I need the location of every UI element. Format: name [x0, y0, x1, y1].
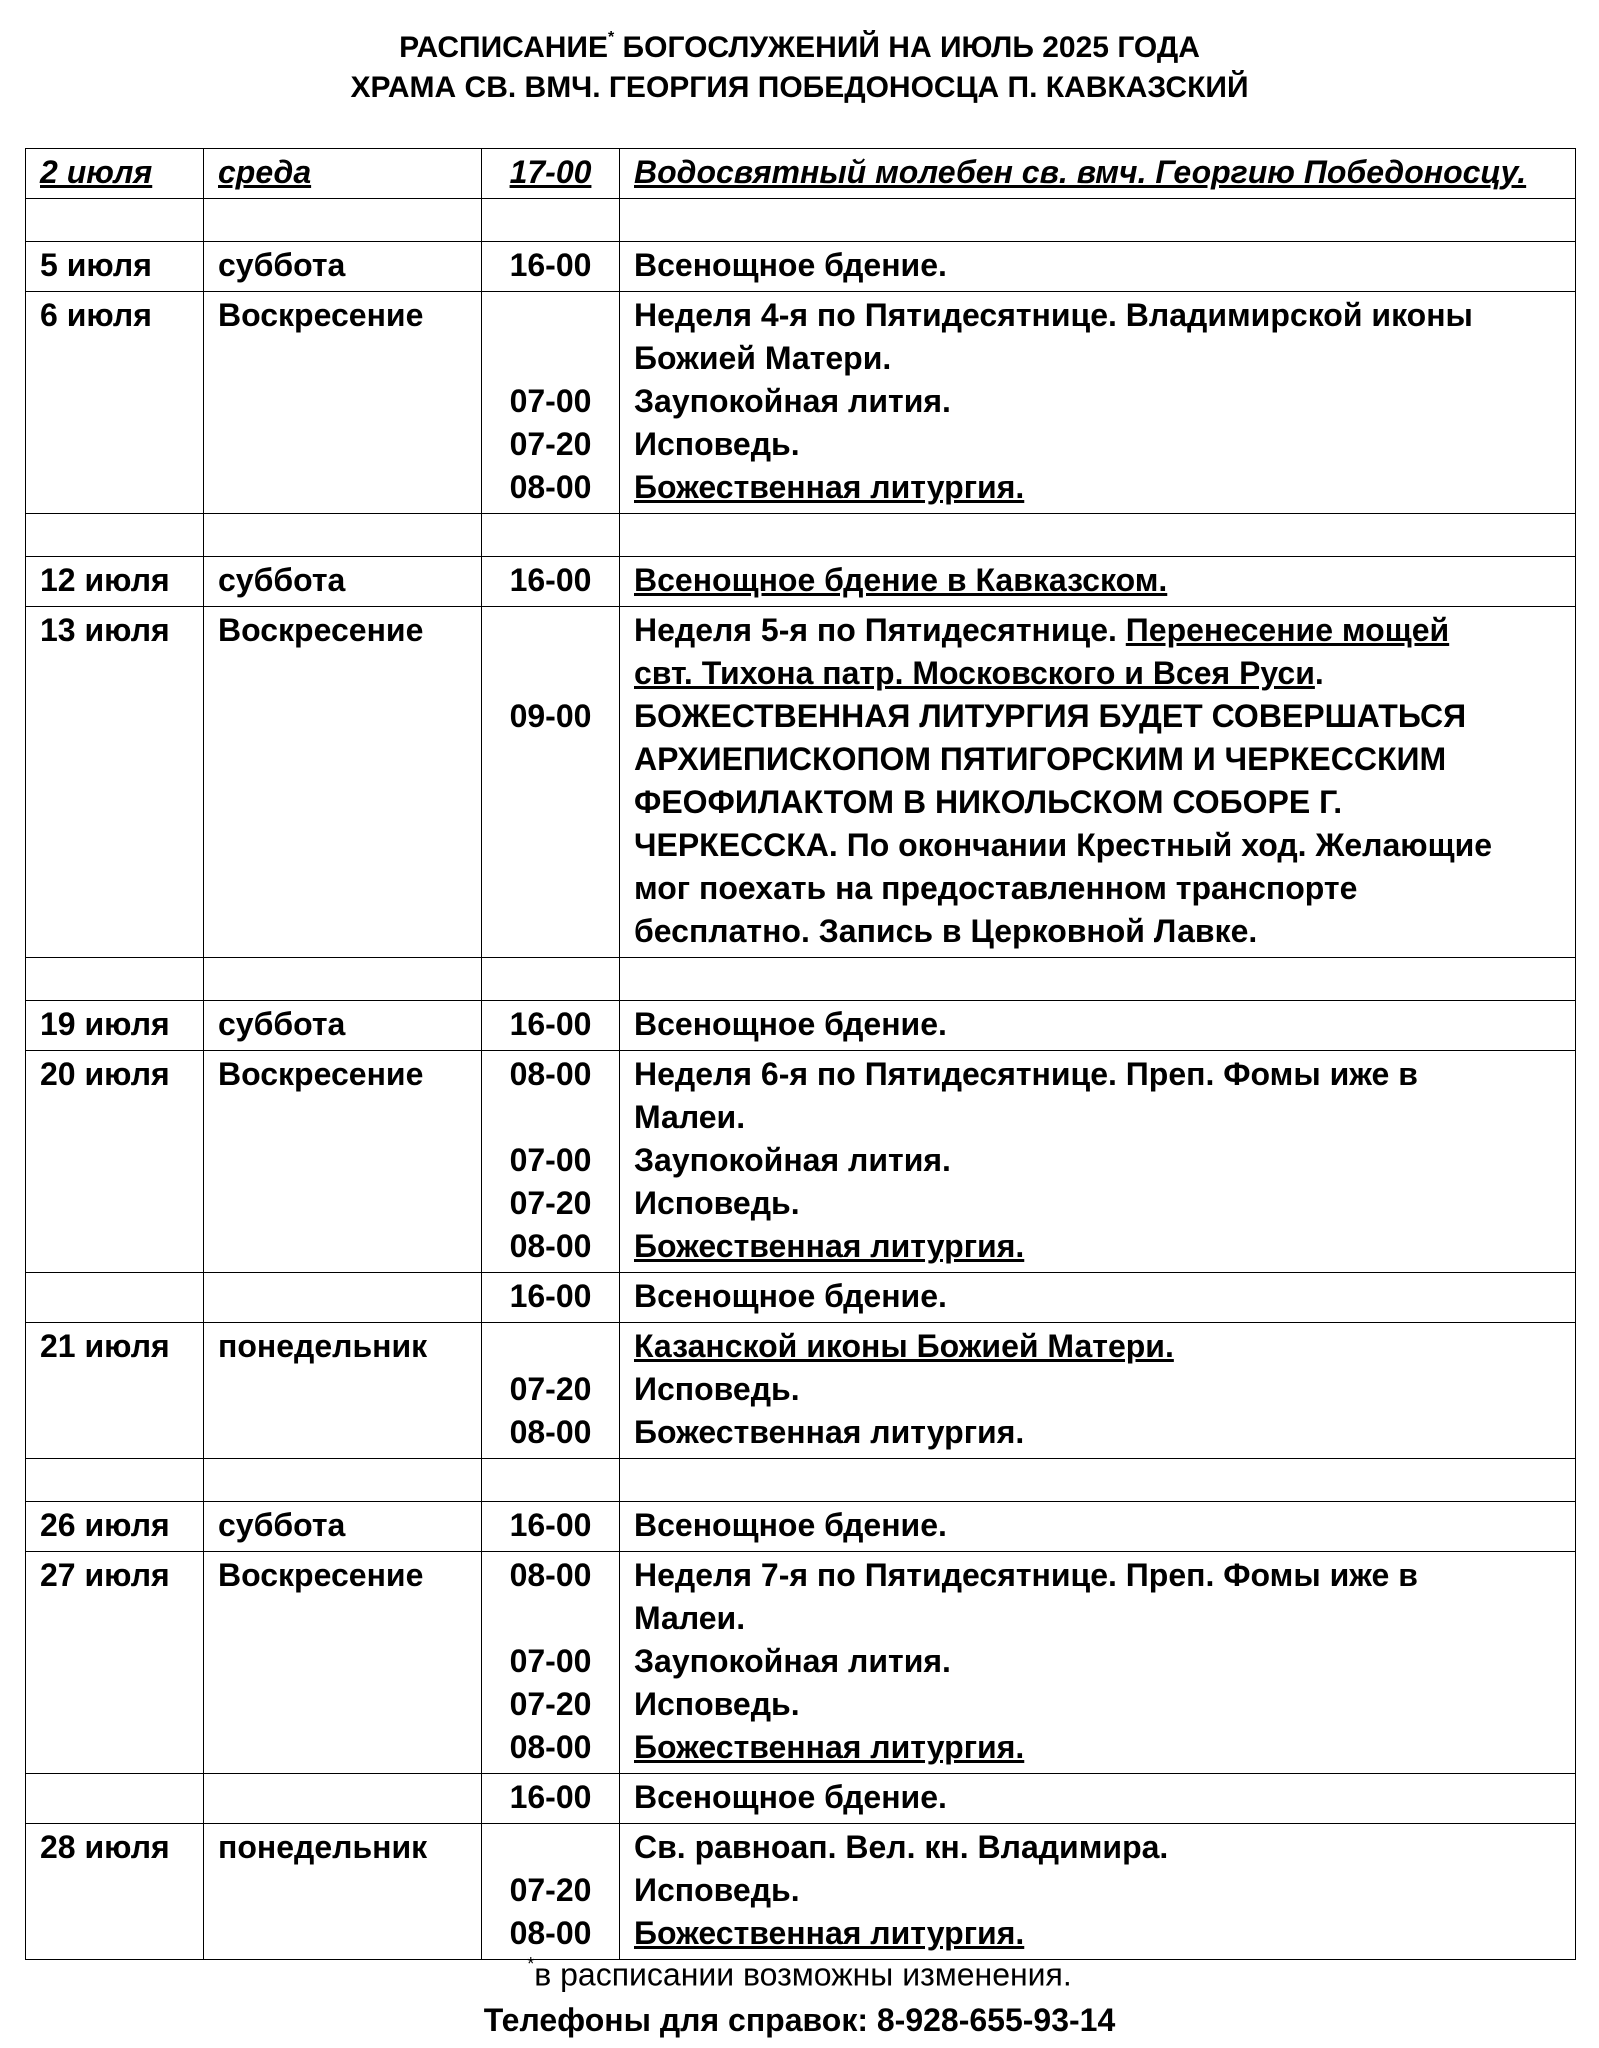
- blank-row: [26, 514, 1576, 557]
- time-text: 07-20: [509, 1371, 592, 1407]
- time-text: 07-00: [509, 1643, 592, 1679]
- event-text: Исповедь.: [634, 1686, 800, 1722]
- day-cell: Воскресение: [204, 1552, 482, 1774]
- event-cell: [620, 1051, 1576, 1273]
- time-cell: 16-00: [482, 1001, 620, 1051]
- time-text: 07-00: [509, 1142, 592, 1178]
- date-cell: 13 июля: [26, 607, 204, 958]
- time-text: 07-20: [509, 1185, 592, 1221]
- event-text: Неделя 4-я по Пятидесятнице. Владимирской иконы: [634, 297, 1473, 333]
- time-cell: 16-00: [482, 242, 620, 292]
- event-text: Исповедь.: [634, 426, 800, 462]
- time-cell: [482, 1323, 620, 1459]
- event-text: ФЕОФИЛАКТОМ В НИКОЛЬСКОМ СОБОРЕ Г.: [634, 784, 1343, 820]
- table-row: [26, 1273, 1576, 1323]
- blank-cell: [204, 514, 482, 557]
- event-cell: [620, 1552, 1576, 1774]
- event-text: Заупокойная лития.: [634, 1643, 951, 1679]
- event-text: Неделя 5-я по Пятидесятнице.: [634, 612, 1126, 648]
- event-text: Исповедь.: [634, 1185, 800, 1221]
- date-cell: 28 июля: [26, 1824, 204, 1960]
- event-text: Божественная литургия.: [634, 1228, 1025, 1264]
- day-cell: понедельник: [204, 1323, 482, 1459]
- event-text: Неделя 6-я по Пятидесятнице. Преп. Фомы иже в: [634, 1056, 1418, 1092]
- contact-phone: Телефоны для справок: 8-928-655-93-14: [483, 2002, 1116, 2038]
- blank-cell: [26, 1459, 204, 1502]
- time-text: 08-00: [509, 1729, 592, 1765]
- event-text: мог поехать на предоставленном транспорте: [634, 870, 1358, 906]
- event-text: .: [1314, 655, 1324, 691]
- day-cell: [204, 149, 482, 199]
- event-text: Водосвятный молебен св. вмч. Георгию Победоносцу.: [634, 154, 1527, 190]
- day-cell: суббота: [204, 1001, 482, 1051]
- table-row: [26, 1774, 1576, 1824]
- schedule-table: [25, 148, 1576, 1960]
- blank-cell: [26, 514, 204, 557]
- event-text: Неделя 7-я по Пятидесятнице. Преп. Фомы иже в: [634, 1557, 1418, 1593]
- time-text: 08-00: [509, 1056, 592, 1092]
- blank-cell: [620, 199, 1576, 242]
- title-asterisk: *: [607, 29, 615, 46]
- event-text: Божественная литургия.: [634, 469, 1025, 505]
- event-text-underlined: Перенесение мощей: [1125, 612, 1450, 648]
- blank-cell: [482, 514, 620, 557]
- event-cell: Всенощное бдение.: [620, 1502, 1576, 1552]
- event-text: Св. равноап. Вел. кн. Владимира.: [634, 1829, 1169, 1865]
- date-cell: 19 июля: [26, 1001, 204, 1051]
- event-cell: Всенощное бдение.: [620, 1001, 1576, 1051]
- event-text: Исповедь.: [634, 1371, 800, 1407]
- event-cell: Всенощное бдение.: [620, 1774, 1576, 1824]
- blank-cell: [26, 199, 204, 242]
- time-cell: 16-00: [482, 1774, 620, 1824]
- time-cell: 16-00: [482, 1502, 620, 1552]
- day-cell: суббота: [204, 557, 482, 607]
- title-text: РАСПИСАНИЕ: [399, 31, 608, 64]
- blank-cell: [26, 958, 204, 1001]
- table-row: [26, 1502, 1576, 1552]
- footnote-asterisk: *: [527, 1954, 535, 1974]
- blank-row: [26, 1459, 1576, 1502]
- event-text: Малеи.: [634, 1600, 746, 1636]
- time-text: 08-00: [509, 1228, 592, 1264]
- table-row: [26, 149, 1576, 199]
- event-cell: [620, 149, 1576, 199]
- time-text: 08-00: [509, 469, 592, 505]
- event-text: Всенощное бдение в Кавказском.: [634, 562, 1168, 598]
- event-cell: Всенощное бдение.: [620, 242, 1576, 292]
- event-text: Малеи.: [634, 1099, 746, 1135]
- title-text-rest: БОГОСЛУЖЕНИЙ НА ИЮЛЬ 2025 ГОДА: [614, 31, 1200, 64]
- time-text: 07-00: [509, 383, 592, 419]
- event-text: Исповедь.: [634, 1872, 800, 1908]
- event-text: Божественная литургия.: [634, 1915, 1025, 1951]
- date-text: 2 июля: [40, 154, 153, 190]
- event-cell: [620, 1824, 1576, 1960]
- time-cell: 16-00: [482, 1273, 620, 1323]
- title-line-1: [0, 22, 1599, 68]
- table-row: [26, 1323, 1576, 1459]
- time-text: 08-00: [509, 1557, 592, 1593]
- blank-cell: [482, 199, 620, 242]
- event-text: Божественная литургия.: [634, 1414, 1025, 1450]
- date-cell: 27 июля: [26, 1552, 204, 1774]
- event-text: ЧЕРКЕССКА. По окончании Крестный ход. Желающие: [634, 827, 1493, 863]
- blank-cell: [204, 199, 482, 242]
- day-cell: [204, 1273, 482, 1323]
- blank-cell: [482, 958, 620, 1001]
- date-cell: 5 июля: [26, 242, 204, 292]
- table-row: [26, 1051, 1576, 1273]
- day-cell: понедельник: [204, 1824, 482, 1960]
- day-cell: суббота: [204, 1502, 482, 1552]
- event-text: БОЖЕСТВЕННАЯ ЛИТУРГИЯ БУДЕТ СОВЕРШАТЬСЯ: [634, 698, 1467, 734]
- document-title: [0, 22, 1599, 108]
- event-text: Божией Матери.: [634, 340, 892, 376]
- time-text: 09-00: [509, 698, 592, 734]
- event-text: АРХИЕПИСКОПОМ ПЯТИГОРСКИМ И ЧЕРКЕССКИМ: [634, 741, 1447, 777]
- date-cell: 12 июля: [26, 557, 204, 607]
- day-cell: Воскресение: [204, 292, 482, 514]
- day-cell: Воскресение: [204, 607, 482, 958]
- table-row: [26, 1824, 1576, 1960]
- date-cell: [26, 1774, 204, 1824]
- event-cell: [620, 1323, 1576, 1459]
- time-cell: [482, 292, 620, 514]
- date-cell: 20 июля: [26, 1051, 204, 1273]
- blank-cell: [620, 1459, 1576, 1502]
- date-cell: 26 июля: [26, 1502, 204, 1552]
- date-cell: [26, 1273, 204, 1323]
- time-cell: 16-00: [482, 557, 620, 607]
- event-cell: [620, 557, 1576, 607]
- title-line-2: ХРАМА СВ. ВМЧ. ГЕОРГИЯ ПОБЕДОНОСЦА П. КАВКАЗСКИЙ: [350, 71, 1249, 104]
- blank-cell: [204, 1459, 482, 1502]
- table-row: [26, 557, 1576, 607]
- blank-cell: [620, 514, 1576, 557]
- event-text: Божественная литургия.: [634, 1729, 1025, 1765]
- table-row: [26, 1001, 1576, 1051]
- event-cell: [620, 292, 1576, 514]
- blank-cell: [204, 958, 482, 1001]
- blank-cell: [620, 958, 1576, 1001]
- table-row: [26, 1552, 1576, 1774]
- footnote-text: в расписании возможны изменения.: [534, 1956, 1072, 1993]
- event-text-underlined: свт. Тихона патр. Московского и Всея Руси: [634, 655, 1315, 691]
- time-text: 07-20: [509, 426, 592, 462]
- day-cell: суббота: [204, 242, 482, 292]
- day-text: среда: [218, 154, 312, 190]
- time-cell: [482, 1824, 620, 1960]
- event-cell: [620, 607, 1576, 958]
- time-text: 08-00: [509, 1915, 592, 1951]
- time-cell: [482, 149, 620, 199]
- date-cell: 6 июля: [26, 292, 204, 514]
- event-text: Казанской иконы Божией Матери.: [634, 1328, 1174, 1364]
- event-text: Заупокойная лития.: [634, 383, 951, 419]
- event-text: Заупокойная лития.: [634, 1142, 951, 1178]
- time-cell: [482, 607, 620, 958]
- blank-cell: [482, 1459, 620, 1502]
- time-cell: [482, 1051, 620, 1273]
- blank-row: [26, 199, 1576, 242]
- footnote: [0, 1948, 1599, 1995]
- table-row: [26, 242, 1576, 292]
- time-text: 17-00: [509, 154, 592, 190]
- event-text: бесплатно. Запись в Церковной Лавке.: [634, 913, 1258, 949]
- time-cell: [482, 1552, 620, 1774]
- time-text: 07-20: [509, 1872, 592, 1908]
- day-cell: [204, 1774, 482, 1824]
- time-text: 08-00: [509, 1414, 592, 1450]
- table-row: [26, 292, 1576, 514]
- event-cell: Всенощное бдение.: [620, 1273, 1576, 1323]
- date-cell: 21 июля: [26, 1323, 204, 1459]
- blank-row: [26, 958, 1576, 1001]
- date-cell: [26, 149, 204, 199]
- day-cell: Воскресение: [204, 1051, 482, 1273]
- table-row: [26, 607, 1576, 958]
- time-text: 07-20: [509, 1686, 592, 1722]
